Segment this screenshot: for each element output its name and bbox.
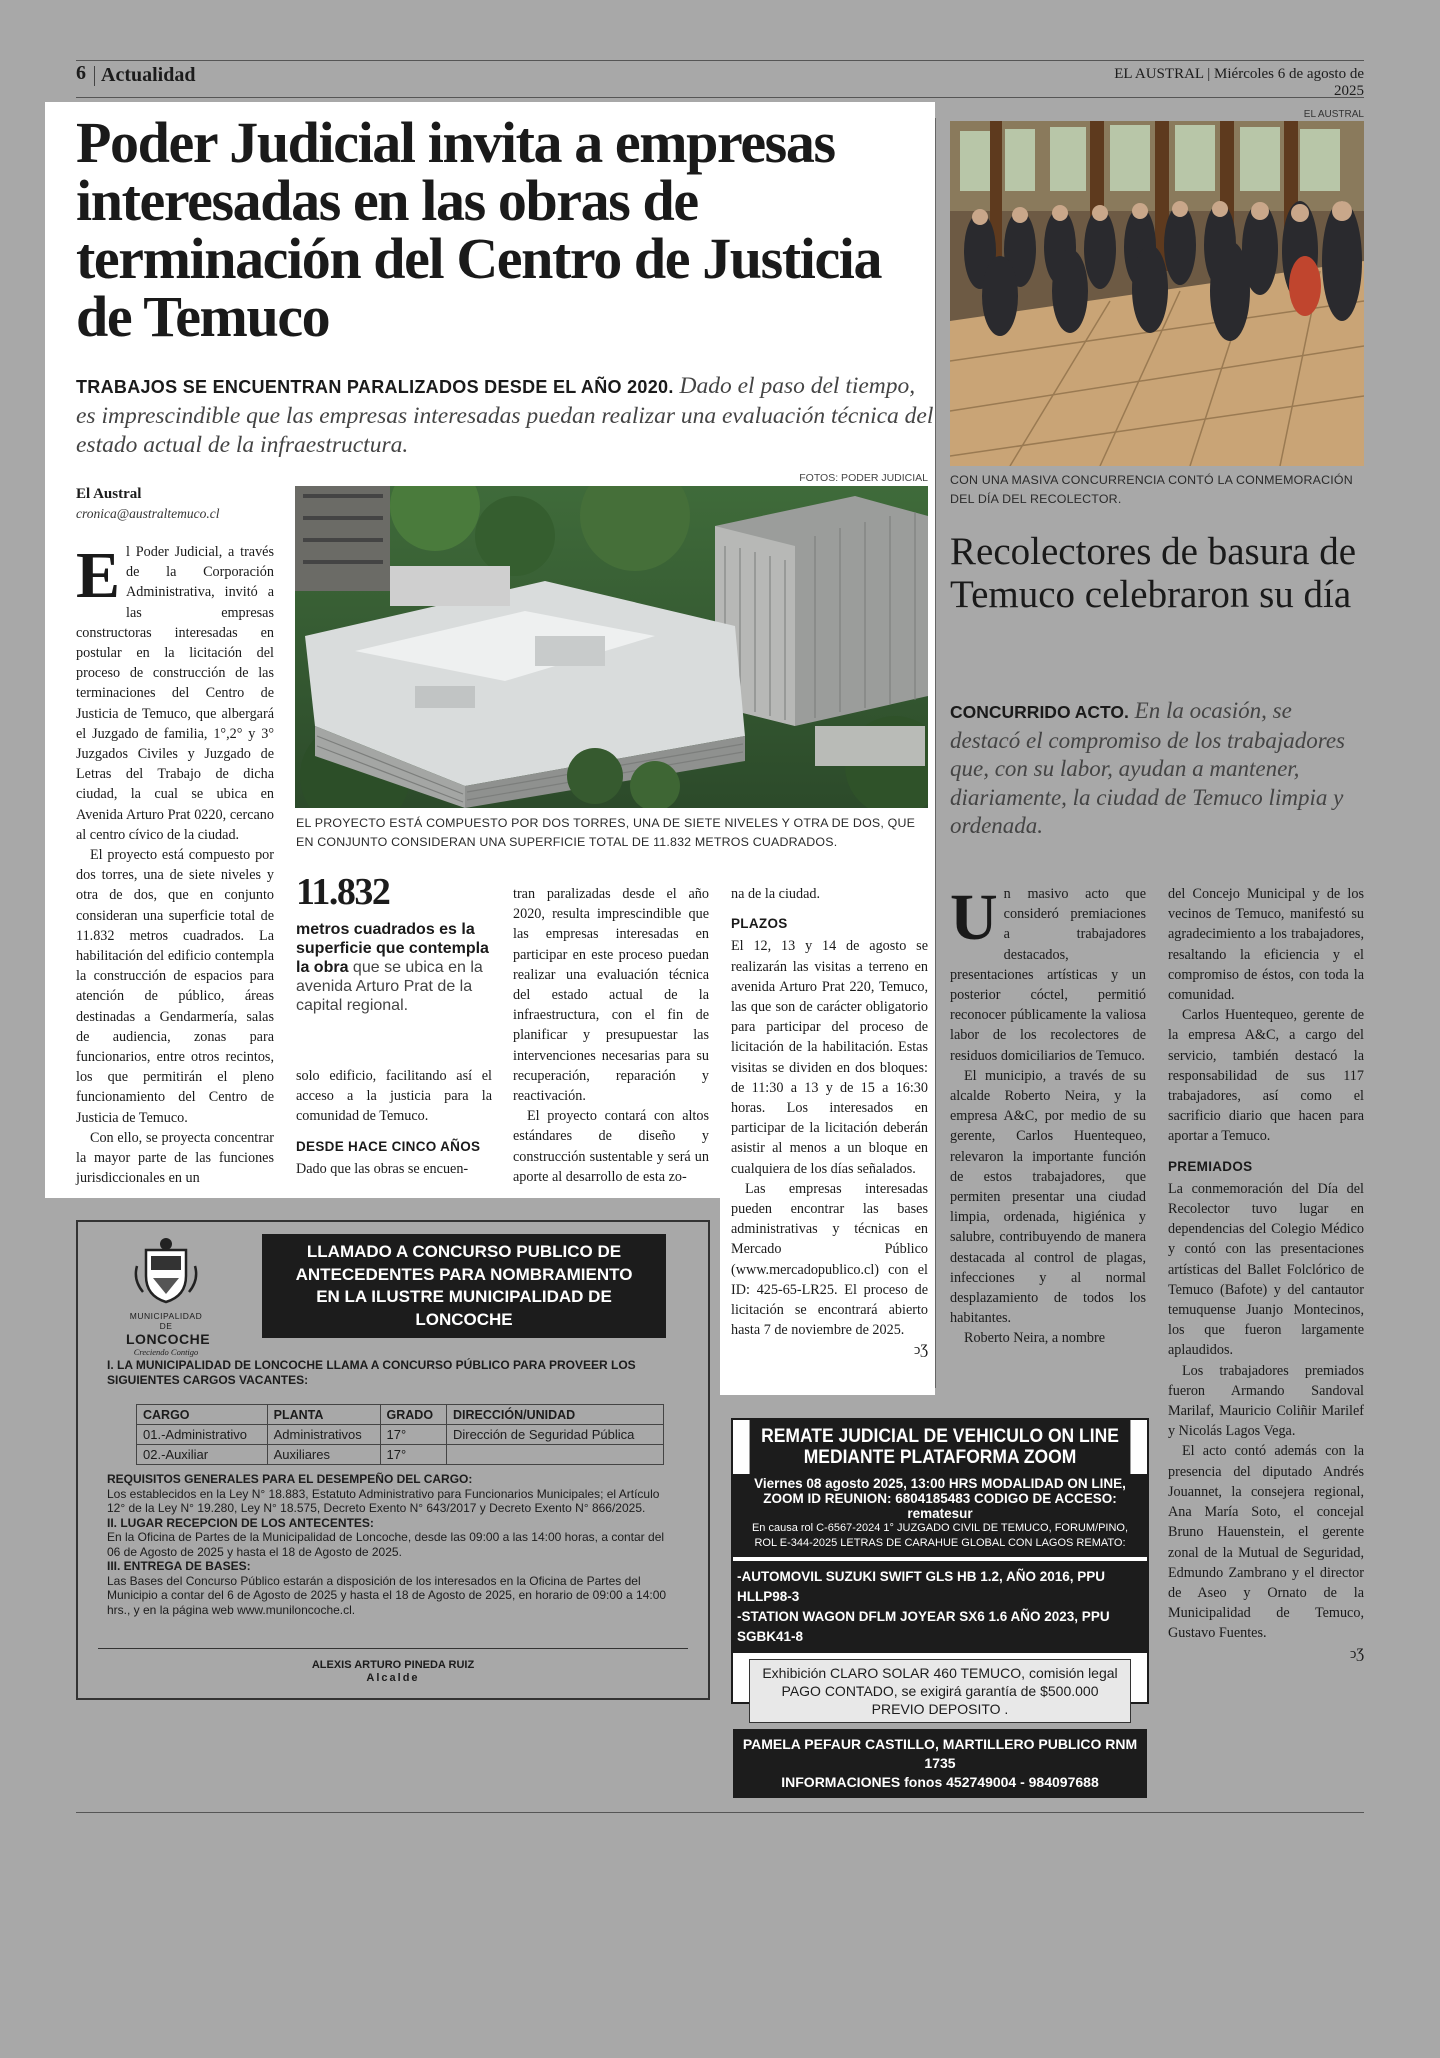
- lead-column-2: [296, 1066, 492, 1179]
- sec3-title: III. ENTREGA DE BASES:: [107, 1559, 251, 1573]
- ad-signature: [78, 1659, 708, 1685]
- remate-line-3: En causa rol C-6567-2024 1° JUZGADO CIVIL DE TEMUCO, FORUM/PINO,: [751, 1522, 1129, 1534]
- header-divider: [94, 66, 95, 86]
- lead-headline: Poder Judicial invita a empresas interesadas en las obras de terminación del Centro de Justicia de Temuco: [76, 110, 882, 349]
- req-text: Los establecidos en la Ley N° 18.883, Estatuto Administrativo para Funcionarios Municipales; el Artículo 12° de la Ley N° 19.280, Ley N° 18.575, Decreto Exento N° 643/2017 y Decreto Exento N° 866/2025.: [107, 1486, 660, 1515]
- side-photo-credit: EL AUSTRAL: [1303, 109, 1364, 120]
- side-paragraph: del Concejo Municipal y de los vecinos de Temuco, manifestó su agradecimiento a los trabajadores, resaltando la eficiencia y el compromiso de éstos, con toda la comunidad.: [1168, 886, 1364, 1004]
- logo-line-1: MUNICIPALIDAD DE: [129, 1311, 203, 1331]
- lead-paragraph: na de la ciudad.: [731, 886, 821, 902]
- side-dropcap: U: [950, 881, 998, 954]
- column-divider: [935, 118, 936, 1388]
- sec3-text: Las Bases del Concurso Público estarán a disposición de los interesados en la Oficina de Partes del Municipio a contar del 6 de Agosto de 2025 y hasta el 18 de Agosto de 2025, en horario de 09:00 a 14:00 hrs., y en la página web www.muniloncoche.cl.: [107, 1573, 667, 1617]
- lead-paragraph: El 12, 13 y 14 de agosto se realizarán las visitas a terreno en avenida Arturo Prat 220, Temuco, las que son de carácter obligatorio para participar del proceso de licitación de la habilitación. Estas visitas se dividen en dos bloques: de 11:30 a 13 y de 15 a 16:30 horas. Los interesados en participar de la licitación deberán asistir al menos a un bloque en cualquiera de los días señalados.: [731, 938, 928, 1177]
- stat-rest: que se ubica en la avenida Arturo Prat de la capital regional.: [296, 959, 483, 1014]
- lead-paragraph: El proyecto está compuesto por dos torres, una de siete niveles y otra de dos, que en conjunto consideran una superficie total de 11.832 metros cuadrados. La habilitación del edificio contempla la construcción de espacios para atención de público, áreas destinadas a Gendarmería, salas de audiencia, zonas para funcionarios, entre otros recintos, los que permitirán el pleno funcionamiento del Centro de Justicia de Temuco.: [76, 847, 274, 1126]
- lead-photo-justice-center: [295, 486, 928, 808]
- cargos-cell: Administrativos: [267, 1425, 380, 1445]
- side-paragraph: La conmemoración del Día del Recolector tuvo lugar en dependencias del Colegio Médico y contó con las presentaciones artísticas del Ballet Folclórico de Temuco (Bafote) y del cantautor temuquense Juanjo Montecinos, los que fueron largamente aplaudidos.: [1168, 1180, 1364, 1359]
- building-aerial-illustration: [295, 486, 928, 808]
- cargos-table: [136, 1404, 664, 1465]
- remate-contact: [733, 1729, 1147, 1798]
- side-paragraph: Carlos Huentequeo, gerente de la empresa A&C, a cargo del servicio, también destacó la responsabilidad de sus 117 trabajadores, así como el sacrificio diario que hacen para aportar a Temuco.: [1168, 1007, 1364, 1145]
- lead-deck: [76, 372, 936, 460]
- cargos-cell: 02.-Auxiliar: [137, 1445, 268, 1465]
- lead-subhead: DESDE HACE CINCO AÑOS: [296, 1138, 481, 1154]
- lead-column-1: [76, 539, 274, 1189]
- masthead-date: EL AUSTRAL | Miércoles 6 de agosto de 2025: [1114, 66, 1364, 99]
- lead-end-mark: ↄƷ: [914, 1342, 928, 1359]
- remate-title: REMATE JUDICIAL DE VEHICULO ON LINE MEDIANTE PLATAFORMA ZOOM: [750, 1420, 1131, 1474]
- lead-paragraph: solo edificio, facilitando así el acceso a la justicia para la comunidad de Temuco.: [296, 1068, 492, 1125]
- lead-column-4: [731, 884, 928, 1361]
- lead-paragraph: El proyecto contará con altos estándares de diseño y construcción sustentable y será un aporte al desarrollo de esta zo-: [513, 1108, 709, 1185]
- cargos-cell: [446, 1445, 663, 1465]
- municipal-crest-icon: [131, 1236, 201, 1306]
- header-bottom-rule: [76, 97, 1364, 98]
- remate-line-4: ROL E-344-2025 LETRAS DE CARAHUE GLOBAL CON LAGOS REMATO:: [754, 1537, 1126, 1549]
- side-end-mark: ↄƷ: [1350, 1645, 1364, 1662]
- ad-remate: [731, 1418, 1149, 1790]
- side-paragraph: El municipio, a través de su alcalde Roberto Neira, y la empresa A&C, por medio de su gerente, Carlos Huentequeo, relevaron la importante función de estos trabajadores, que permiten presentar una ciudad limpia, ordenada, higiénica y salubre, contribuyendo de manera destacada al control de plagas, infecciones y al normal desplazamiento de todos los habitantes.: [950, 1067, 1146, 1327]
- side-photo-ceremony: [950, 121, 1364, 466]
- side-deck: [950, 697, 1364, 841]
- stat-text: [296, 920, 491, 1015]
- remate-item-2: -STATION WAGON DFLM JOYEAR SX6 1.6 AÑO 2023, PPU SGBK41-8: [737, 1609, 1110, 1644]
- lead-paragraph: Con ello, se proyecta concentrar la mayor parte de las funciones jurisdiccionales en un: [76, 1129, 274, 1187]
- signature-rule: [98, 1648, 688, 1649]
- side-subhead: PREMIADOS: [1168, 1158, 1253, 1174]
- table-row: [137, 1425, 664, 1445]
- ad-loncoche-title: LLAMADO A CONCURSO PUBLICO DE ANTECEDENTES PARA NOMBRAMIENTO EN LA ILUSTRE MUNICIPALIDAD DE LONCOCHE: [262, 1234, 666, 1338]
- lead-author-email: cronica@australtemuco.cl: [76, 506, 220, 521]
- lead-column-3: [513, 884, 709, 1187]
- footer-rule: [76, 1812, 1364, 1813]
- side-column-1: [950, 881, 1146, 1349]
- cargos-cell: 17°: [380, 1445, 446, 1465]
- lead-paragraph: l Poder Judicial, a través de la Corporación Administrativa, invitó a las empresas constructoras interesadas en postular en la licitación del proceso de construcción de las terminaciones del Centro de Justicia de Temuco, que albergará el Juzgado de familia, 1°,2° y 3° Juzgados Civiles y Juzgado de Letras del Trabajo de dicha ciudad, la cual se ubica en Avenida Arturo Prat 0220, cercano al centro cívico de la ciudad.: [76, 544, 274, 843]
- cargos-header: DIRECCIÓN/UNIDAD: [446, 1405, 663, 1425]
- lead-dropcap: E: [76, 539, 121, 612]
- req-title: REQUISITOS GENERALES PARA EL DESEMPEÑO DEL CARGO:: [107, 1472, 473, 1486]
- table-row: [137, 1445, 664, 1465]
- lead-kicker: TRABAJOS SE ENCUENTRAN PARALIZADOS DESDE EL AÑO 2020.: [76, 377, 674, 397]
- lead-paragraph: Dado que las obras se encuen-: [296, 1160, 469, 1177]
- sec2-title: II. LUGAR RECEPCION DE LOS ANTECENTES:: [107, 1515, 374, 1530]
- page-number: 6: [76, 62, 86, 84]
- lead-deck-text: Dado el paso del tiempo, es imprescindible que las empresas interesadas puedan realizar una evaluación técnica del estado actual de la infraestructura.: [76, 373, 934, 458]
- remate-line-1: Viernes 08 agosto 2025, 13:00 HRS MODALIDAD ON LINE,: [754, 1476, 1126, 1491]
- cargos-header: PLANTA: [267, 1405, 380, 1425]
- lead-photo-credit: FOTOS: PODER JUDICIAL: [799, 472, 928, 484]
- signer-name: ALEXIS ARTURO PINEDA RUIZ: [311, 1659, 475, 1671]
- cargos-cell: Dirección de Seguridad Pública: [446, 1425, 663, 1445]
- side-kicker: CONCURRIDO ACTO.: [950, 702, 1129, 722]
- cargos-cell: 01.-Administrativo: [137, 1425, 268, 1445]
- loncoche-logo: [126, 1236, 211, 1357]
- header-top-rule: [76, 60, 1364, 61]
- side-paragraph: El acto contó además con la presencia del diputado Andrés Jouannet, la consejera regional, Ana María Soto, el concejal Bruno Hauenstein, el gerente zonal de la Mutual de Seguridad, Edmundo Zambrano y el director de Aseo y Ornato de la Municipalidad de Temuco, Gustavo Fuentes.: [1168, 1443, 1364, 1642]
- side-paragraph: Roberto Neira, a nombre: [964, 1330, 1106, 1347]
- signer-role: Alcalde: [366, 1672, 420, 1684]
- side-paragraph: n masivo acto que consideró premiaciones a trabajadores destacados, presentaciones artísticas y un posterior cóctel, permitió reconocer públicamente la valiosa labor de los recolectores de residuos domiciliarios de Temuco.: [950, 886, 1146, 1064]
- side-headline: Recolectores de basura de Temuco celebraron su día: [950, 530, 1357, 616]
- lead-subhead: PLAZOS: [731, 916, 788, 932]
- remate-line-2: ZOOM ID REUNION: 6804185483 CODIGO DE ACCESO: rematesur: [763, 1491, 1117, 1521]
- lead-paragraph: Las empresas interesadas pueden encontrar las bases administrativas y técnicas en Mercado Público (www.mercadopublico.cl) con el ID: 425-65-LR25. El proceso de licitación se encontrará abierto hasta 7 de noviembre de 2025.: [731, 1180, 928, 1339]
- cargos-cell: Auxiliares: [267, 1445, 380, 1465]
- lead-photo-caption: EL PROYECTO ESTÁ COMPUESTO POR DOS TORRES, UNA DE SIETE NIVELES Y OTRA DE DOS, QUE EN CONJUNTO CONSIDERAN UNA SUPERFICIE TOTAL DE 11.832 METROS CUADRADOS.: [296, 816, 916, 849]
- paper-name: EL AUSTRAL: [1114, 66, 1204, 82]
- remate-items: [733, 1561, 1147, 1653]
- ad-requirements: [107, 1472, 677, 1617]
- cargos-cell: 17°: [380, 1425, 446, 1445]
- lead-author: El Austral: [76, 486, 142, 502]
- remate-item-1: -AUTOMOVIL SUZUKI SWIFT GLS HB 1.2, AÑO 2016, PPU HLLP98-3: [737, 1569, 1106, 1604]
- ad-section-1: I. LA MUNICIPALIDAD DE LONCOCHE LLAMA A CONCURSO PÚBLICO PARA PROVEER LOS SIGUIENTES CARGOS VACANTES:: [107, 1358, 636, 1387]
- cargos-header: CARGO: [137, 1405, 268, 1425]
- cargos-header-row: [137, 1405, 664, 1425]
- side-column-2: [1168, 884, 1364, 1664]
- issue-date: Miércoles 6 de agosto de 2025: [1214, 66, 1364, 99]
- side-deck-text: En la ocasión, se destacó el compromiso de los trabajadores que, con su labor, ayudan a mantener, diariamente, la ciudad de Temuco limpia y ordenada.: [950, 698, 1346, 838]
- remate-contact-2: INFORMACIONES fonos 452749004 - 984097688: [781, 1774, 1099, 1790]
- audience-hall-illustration: [950, 121, 1364, 466]
- side-paragraph: Los trabajadores premiados fueron Armando Sandoval Marilaf, Mauricio Coliñir Marilef y Nicolás Lagos Vega.: [1168, 1362, 1364, 1440]
- lead-paragraph: tran paralizadas desde el año 2020, resulta imprescindible que las empresas interesadas en participar en este proceso puedan realizar una evaluación técnica del estado actual de la infraestructura, con el fin de planificar y presupuestar las intervenciones necesarias para su recuperación, reparación y reactivación.: [513, 886, 709, 1105]
- side-photo-caption: CON UNA MASIVA CONCURRENCIA CONTÓ LA CONMEMORACIÓN DEL DÍA DEL RECOLECTOR.: [950, 473, 1353, 506]
- logo-line-3: Creciendo Contigo: [133, 1347, 199, 1357]
- ad-loncoche: [76, 1220, 710, 1700]
- remate-exhibit: Exhibición CLARO SOLAR 460 TEMUCO, comisión legal PAGO CONTADO, se exigirá garantía de $500.000 PREVIO DEPOSITO .: [749, 1659, 1131, 1723]
- remate-details: [733, 1474, 1147, 1557]
- sec2-text: En la Oficina de Partes de la Municipalidad de Loncoche, desde las 09:00 a las 14:00 horas, a contar del 06 de Agosto de 2025 y hasta el 18 de Agosto de 2025.: [107, 1530, 665, 1559]
- cargos-header: GRADO: [380, 1405, 446, 1425]
- remate-contact-1: PAMELA PEFAUR CASTILLO, MARTILLERO PUBLICO RNM 1735: [742, 1736, 1138, 1771]
- logo-line-2: LONCOCHE: [126, 1331, 211, 1347]
- stat-bold: metros cuadrados es la superficie que contempla la obra: [296, 921, 489, 976]
- stat-number: 11.832: [296, 871, 390, 913]
- section-label: Actualidad: [101, 64, 196, 86]
